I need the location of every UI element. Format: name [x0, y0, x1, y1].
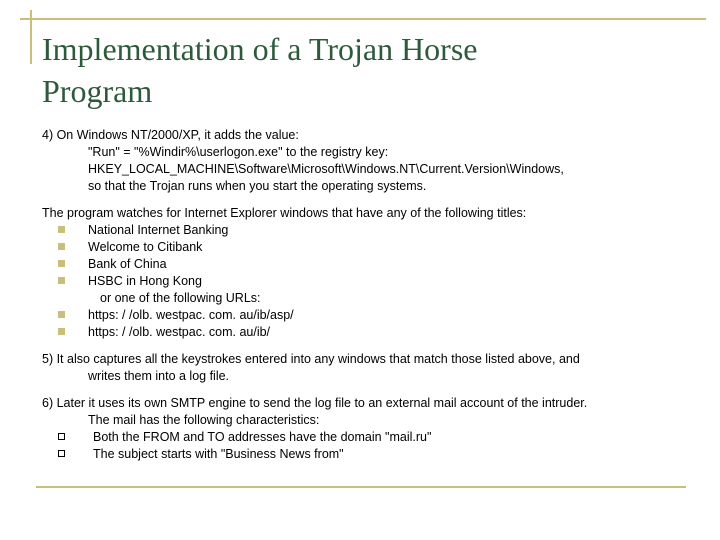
url-item: https: / /olb. westpac. com. au/ib/asp/ — [88, 308, 294, 322]
p5-line-1: 5) It also captures all the keystrokes entered into any windows that match those listed above, and — [42, 352, 580, 366]
square-bullet-icon — [58, 260, 65, 267]
url-item: https: / /olb. westpac. com. au/ib/ — [88, 325, 271, 339]
square-bullet-icon — [58, 277, 65, 284]
mail-trait-item: Both the FROM and TO addresses have the domain "mail.ru" — [93, 430, 432, 444]
list-item — [42, 273, 692, 290]
p4-line-4: so that the Trojan runs when you start the operating systems. — [88, 179, 427, 193]
p6-line-2: The mail has the following characteristics: — [88, 413, 320, 427]
square-bullet-icon — [58, 311, 65, 318]
square-bullet-icon — [58, 243, 65, 250]
square-bullet-icon — [58, 226, 65, 233]
watch-intro: The program watches for Internet Explorer windows that have any of the following titles: — [42, 206, 527, 220]
list-item — [42, 324, 692, 341]
title-item: Bank of China — [88, 257, 167, 271]
slide-title — [42, 28, 662, 112]
title-item: National Internet Banking — [88, 223, 229, 237]
left-divider — [30, 10, 32, 64]
p4-line-3: HKEY_LOCAL_MACHINE\Software\Microsoft\Windows.NT\Current.Version\Windows, — [88, 162, 564, 176]
p4-line-2: "Run" = "%Windir%\userlogon.exe" to the registry key: — [88, 145, 389, 159]
urls-intro: or one of the following URLs: — [100, 291, 261, 305]
hollow-square-bullet-icon — [58, 450, 65, 457]
list-item — [42, 239, 692, 256]
title-line-1: Implementation of a Trojan Horse — [42, 31, 478, 67]
title-item: Welcome to Citibank — [88, 240, 203, 254]
p6-line-1: 6) Later it uses its own SMTP engine to send the log file to an external mail account of the intruder. — [42, 396, 588, 410]
mail-trait-item: The subject starts with "Business News from" — [93, 447, 344, 461]
list-item — [42, 256, 692, 273]
title-item: HSBC in Hong Kong — [88, 274, 202, 288]
list-item — [42, 429, 692, 446]
p4-line-1: 4) On Windows NT/2000/XP, it adds the value: — [42, 128, 299, 142]
p5-line-2: writes them into a log file. — [88, 369, 230, 383]
slide-body — [42, 127, 692, 463]
hollow-square-bullet-icon — [58, 433, 65, 440]
list-item — [42, 307, 692, 324]
list-item — [42, 446, 692, 463]
bottom-divider — [36, 486, 686, 488]
square-bullet-icon — [58, 328, 65, 335]
title-line-2: Program — [42, 73, 153, 109]
list-item — [42, 222, 692, 239]
top-divider — [20, 18, 706, 20]
